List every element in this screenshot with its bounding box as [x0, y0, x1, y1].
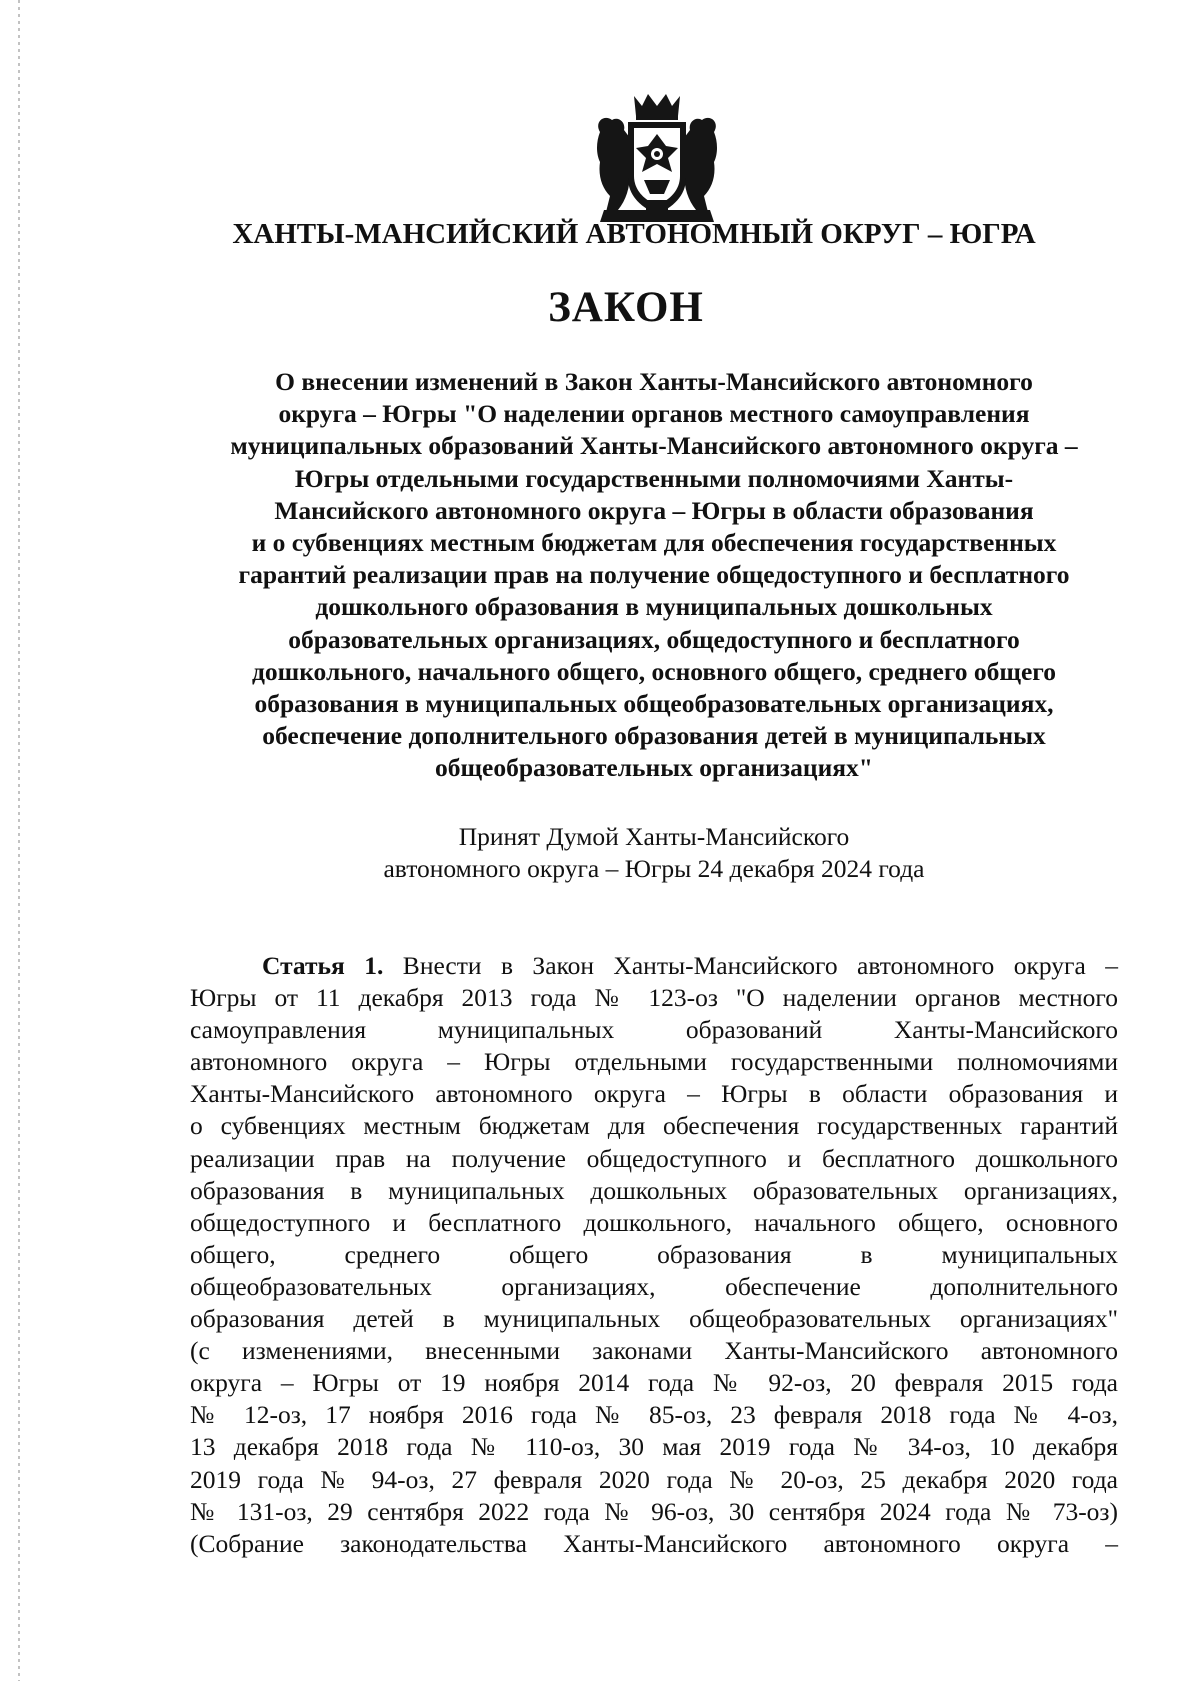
subject-line: образования в муниципальных общеобразовательных организациях, [254, 689, 1054, 719]
region-title: ХАНТЫ-МАНСИЙСКИЙ АВТОНОМНЫЙ ОКРУГ – ЮГРА [232, 218, 1036, 250]
article-line: общедоступного и бесплатного дошкольного, начального общего, основного [190, 1207, 1118, 1237]
coat-of-arms-icon [590, 92, 724, 224]
subject-line: дошкольного образования в муниципальных дошкольных [315, 592, 993, 622]
subject-line: муниципальных образований Ханты-Мансийского автономного округа – [230, 431, 1078, 461]
subject-line: Мансийского автономного округа – Югры в области образования [274, 495, 1034, 525]
subject-line: гарантий реализации прав на получение общедоступного и бесплатного [238, 560, 1070, 590]
subject-line: образовательных организациях, общедоступного и бесплатного [288, 624, 1020, 654]
subject-line: и о субвенциях местным бюджетам для обеспечения государственных [251, 528, 1057, 558]
article-line: образования в муниципальных дошкольных образовательных организациях, [190, 1175, 1118, 1205]
article-line: № 12-оз, 17 ноября 2016 года № 85-оз, 23 февраля 2018 года № 4-оз, [190, 1400, 1118, 1430]
subject-line: округа – Югры "О наделении органов местного самоуправления [278, 399, 1030, 429]
article-line: (Собрание законодательства Ханты-Мансийского автономного округа – [190, 1528, 1118, 1558]
subject-line: общеобразовательных организациях" [435, 753, 873, 783]
article-line: (с изменениями, внесенными законами Ханты-Мансийского автономного [190, 1336, 1118, 1366]
article-line: реализации прав на получение общедоступного и бесплатного дошкольного [190, 1143, 1118, 1173]
article-line: общеобразовательных организациях, обеспечение дополнительного [190, 1271, 1118, 1301]
adoption-note [180, 821, 1128, 885]
article-text: Внести в Закон Ханты-Мансийского автономного округа – [383, 951, 1118, 980]
article-line: № 131-оз, 29 сентября 2022 года № 96-оз, 30 сентября 2024 года № 73-оз) [190, 1496, 1118, 1526]
article-1 [190, 950, 1118, 1560]
article-line [190, 950, 1118, 982]
law-subject [180, 366, 1128, 785]
subject-line: Югры отдельными государственными полномочиями Ханты- [294, 463, 1014, 493]
article-label: Статья 1. [262, 951, 384, 980]
article-line: о субвенциях местным бюджетам для обеспечения государственных гарантий [190, 1111, 1118, 1141]
article-line: округа – Югры от 19 ноября 2014 года № 92-оз, 20 февраля 2015 года [190, 1368, 1118, 1398]
subject-line: О внесении изменений в Закон Ханты-Мансийского автономного [275, 367, 1033, 396]
article-line: 13 декабря 2018 года № 110-оз, 30 мая 2019 года № 34-оз, 10 декабря [190, 1432, 1118, 1462]
article-line: автономного округа – Югры отдельными государственными полномочиями [190, 1047, 1118, 1077]
adoption-line: автономного округа – Югры 24 декабря 2024 года [383, 854, 925, 883]
document-type-heading: ЗАКОН [548, 284, 704, 331]
article-line: Югры от 11 декабря 2013 года № 123-оз "О наделении органов местного [190, 983, 1118, 1013]
subject-line: обеспечение дополнительного образования детей в муниципальных [262, 721, 1046, 751]
article-line: Ханты-Мансийского автономного округа – Югры в области образования и [190, 1079, 1118, 1109]
subject-line: дошкольного, начального общего, основного общего, среднего общего [252, 656, 1056, 686]
article-line: самоуправления муниципальных образований Ханты-Мансийского [190, 1015, 1118, 1045]
article-line: образования детей в муниципальных общеобразовательных организациях" [190, 1304, 1118, 1334]
article-line: общего, среднего общего образования в муниципальных [190, 1239, 1118, 1269]
scan-edge-line [18, 0, 20, 1681]
adoption-line: Принят Думой Ханты-Мансийского [458, 822, 850, 851]
article-line: 2019 года № 94-оз, 27 февраля 2020 года № 20-оз, 25 декабря 2020 года [190, 1464, 1118, 1494]
